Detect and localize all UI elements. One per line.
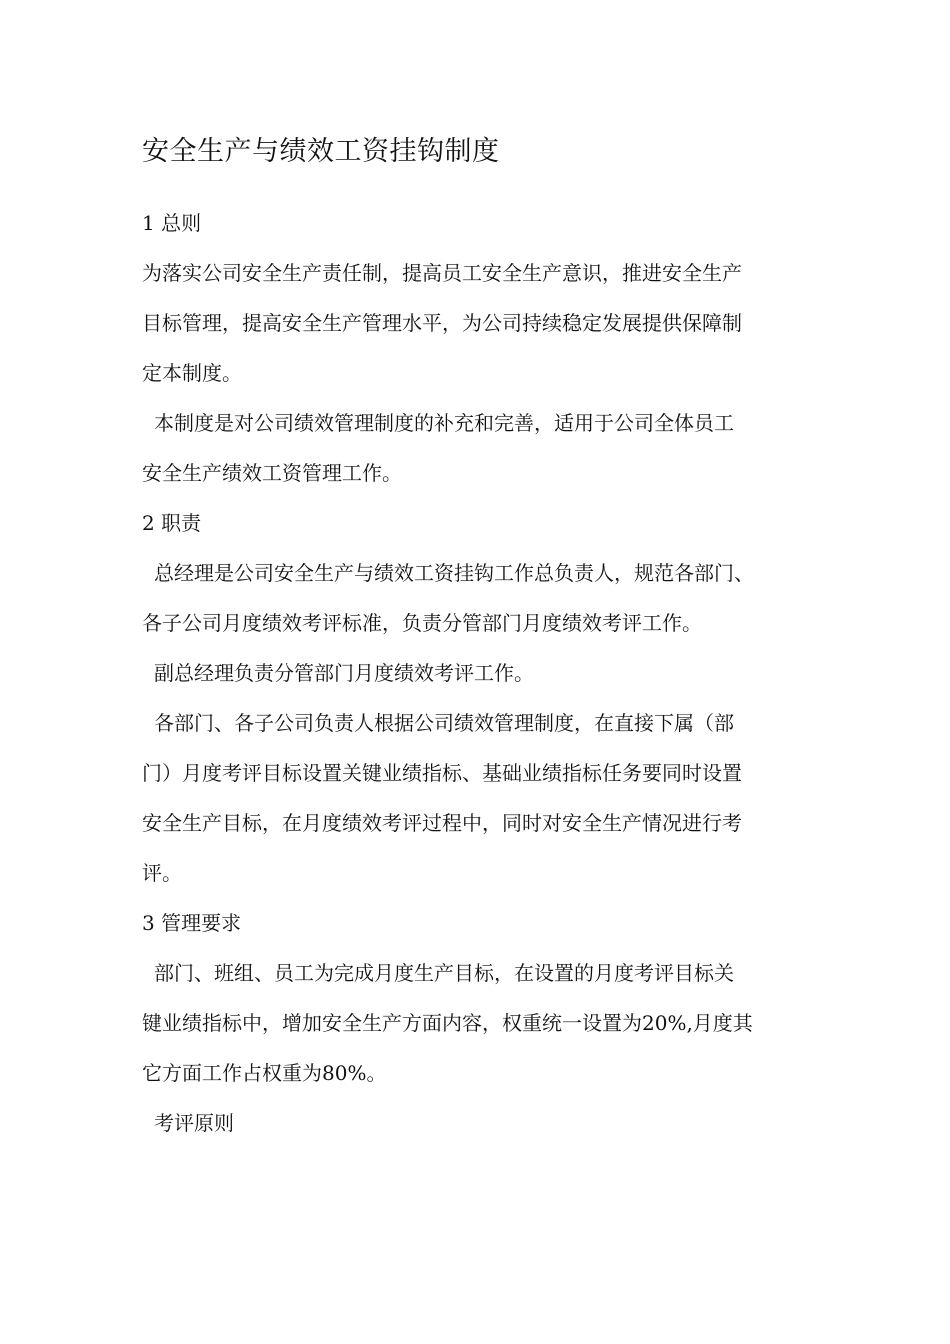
section-heading-general: 1 总则	[142, 211, 202, 235]
paragraph-line: 副总经理负责分管部门月度绩效考评工作。	[154, 661, 534, 685]
section-heading-requirements: 3 管理要求	[142, 911, 242, 935]
paragraph-line: 为落实公司安全生产责任制，提高员工安全生产意识，推进安全生产	[142, 261, 742, 285]
paragraph-line: 各子公司月度绩效考评标准，负责分管部门月度绩效考评工作。	[142, 611, 702, 635]
subheading-evaluation-principles: 考评原则	[154, 1111, 234, 1135]
paragraph-line: 它方面工作占权重为80%。	[142, 1061, 387, 1085]
document-body	[142, 198, 822, 1148]
paragraph-line: 部门、班组、员工为完成月度生产目标，在设置的月度考评目标关	[154, 961, 734, 985]
paragraph-line: 键业绩指标中，增加安全生产方面内容，权重统一设置为20%,月度其	[142, 1011, 753, 1035]
paragraph-line: 安全生产绩效工资管理工作。	[142, 461, 402, 485]
paragraph-line: 目标管理，提高安全生产管理水平，为公司持续稳定发展提供保障制	[142, 311, 742, 335]
paragraph-line: 本制度是对公司绩效管理制度的补充和完善，适用于公司全体员工	[154, 411, 734, 435]
paragraph-line: 各部门、各子公司负责人根据公司绩效管理制度，在直接下属（部	[154, 711, 734, 735]
paragraph-line: 定本制度。	[142, 361, 242, 385]
section-heading-duties: 2 职责	[142, 511, 202, 535]
paragraph-line: 安全生产目标，在月度绩效考评过程中，同时对安全生产情况进行考	[142, 811, 742, 835]
paragraph-line: 总经理是公司安全生产与绩效工资挂钩工作总负责人，规范各部门、	[154, 561, 754, 585]
paragraph-line: 门）月度考评目标设置关键业绩指标、基础业绩指标任务要同时设置	[142, 761, 742, 785]
document-title: 安全生产与绩效工资挂钩制度	[142, 136, 500, 167]
paragraph-line: 评。	[142, 861, 182, 885]
